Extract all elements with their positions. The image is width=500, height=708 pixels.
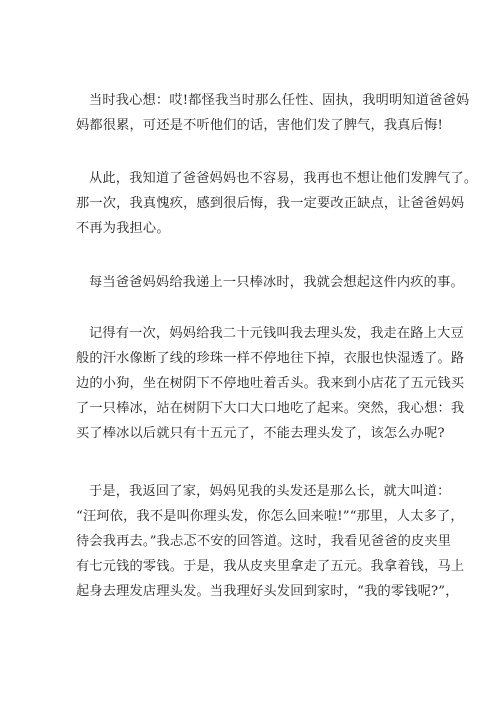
- text-line: 于是，我返回了家，妈妈见我的头发还是那么长，就大叫道：: [89, 484, 451, 499]
- text-line: 那一次，我真愧疚，感到很后悔，我一定要改正缺点，让爸爸妈妈: [76, 196, 465, 211]
- text-line: “汪珂依，我不是叫你理头发，你怎么回来啦!”“那里，人太多了，: [76, 509, 464, 524]
- paragraph-2: [76, 166, 478, 241]
- text-line: 有七元钱的零钱。于是，我从皮夹里拿走了五元。我拿着钱，马上: [76, 559, 465, 574]
- text-line: 买了棒冰以后就只有十五元了，不能去理头发了，该怎么办呢?: [76, 426, 445, 441]
- text-line: 从此，我知道了爸爸妈妈也不容易，我再也不想让他们发脾气了。: [89, 171, 478, 186]
- text-line: 般的汗水像断了线的珍珠一样不停地往下掉，衣服也快湿透了。路: [76, 351, 465, 366]
- paragraph-4: [76, 321, 465, 446]
- paragraph-1: [76, 88, 470, 138]
- text-line: 边的小狗，坐在树阴下不停地吐着舌头。我来到小店花了五元钱买: [76, 376, 465, 391]
- text-line: 不再为我担心。: [76, 221, 170, 236]
- text-line: 起身去理发店理头发。当我理好头发回到家时，“我的零钱呢?”，: [76, 584, 459, 599]
- text-line: 当时我心想：哎!都怪我当时那么任性、固执，我明明知道爸爸妈: [89, 93, 470, 108]
- text-line: 妈都很累，可还是不听他们的话，害他们发了脾气，我真后悔!: [76, 118, 443, 133]
- text-line: 记得有一次，妈妈给我二十元钱叫我去理头发，我走在路上大豆: [89, 326, 464, 341]
- paragraph-5: [76, 479, 465, 604]
- text-line: 了一只棒冰，站在树阴下大口大口地吃了起来。突然，我心想：我: [76, 401, 465, 416]
- text-line: 待会我再去。”我忐忑不安的回答道。这时，我看见爸爸的皮夹里: [76, 534, 452, 549]
- text-line: 每当爸爸妈妈给我递上一只棒冰时，我就会想起这件内疚的事。: [89, 275, 464, 290]
- paragraph-3: [76, 270, 464, 295]
